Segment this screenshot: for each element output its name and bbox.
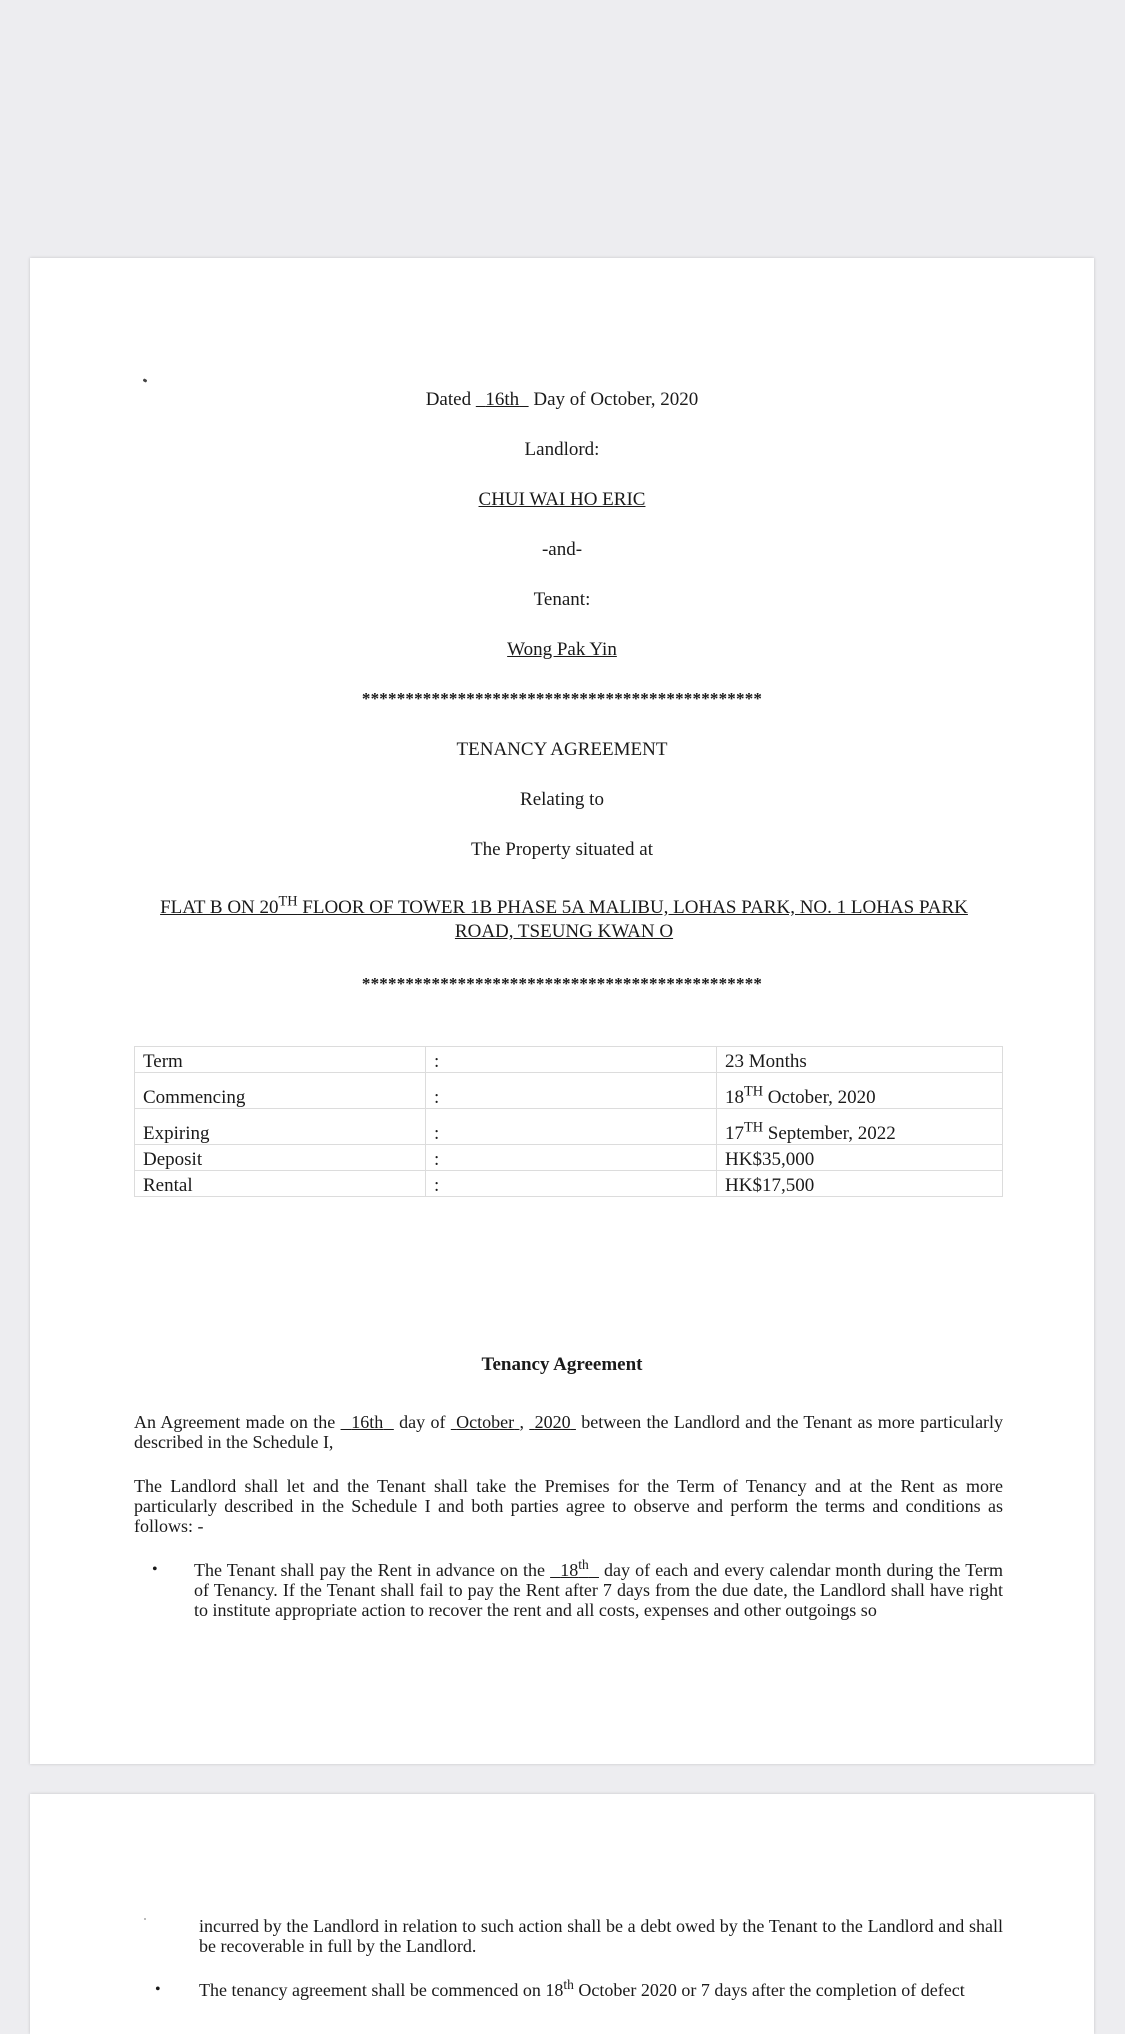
scan-speck: [144, 1918, 146, 1920]
and-separator: -and-: [541, 539, 583, 560]
property-situated: The Property situated at: [470, 839, 654, 860]
dated-day: 16th: [485, 389, 520, 410]
table-row: [135, 1145, 1003, 1171]
schedule-colon: :: [426, 1073, 717, 1109]
document-page-2: [30, 1794, 1094, 2034]
document-title: TENANCY AGREEMENT: [456, 739, 668, 760]
schedule-label: Rental: [135, 1171, 426, 1197]
tenant-name: Wong Pak Yin: [507, 639, 617, 660]
rent-payment-clause: • The Tenant shall pay the Rent in advance on the 18th day of each and every calendar month during the Term of Tenancy. If the Tenant shall fail to pay the Rent after 7 days from the due date, the Landlord shall have right to institute appropriate action to recover the rent and all costs, expenses and other outgoings so: [152, 1557, 1004, 1620]
schedule-label: Expiring: [135, 1109, 426, 1145]
schedule-label: Deposit: [135, 1145, 426, 1171]
bullet-icon: •: [155, 1981, 161, 1998]
schedule-value: 17TH September, 2022: [717, 1109, 1003, 1145]
schedule-label: Term: [135, 1047, 426, 1073]
table-row: [135, 1109, 1003, 1145]
schedule-colon: :: [426, 1171, 717, 1197]
schedule-colon: :: [426, 1109, 717, 1145]
landlord-label: Landlord:: [524, 439, 600, 460]
table-row: [135, 1073, 1003, 1109]
schedule-value: HK$35,000: [717, 1145, 1003, 1171]
agreement-intro-paragraph: An Agreement made on the 16th day of October , 2020 between the Landlord and the Tenant as more particularly described in the Schedule I,: [134, 1412, 1004, 1452]
landlord-name: CHUI WAI HO ERIC: [478, 489, 646, 510]
schedule-table: [134, 1046, 1003, 1197]
dated-suffix: Day of October, 2020: [528, 389, 699, 410]
property-address: FLAT B ON 20TH FLOOR OF TOWER 1B PHASE 5A MALIBU, LOHAS PARK, NO. 1 LOHAS PARK ROAD, TSEUNG KWAN O: [160, 893, 968, 942]
agreement-terms-paragraph: The Landlord shall let and the Tenant shall take the Premises for the Term of Tenancy and at the Rent as more particularly described in the Schedule I and both parties agree to observe and perform the terms and conditions as follows: -: [134, 1476, 1003, 1536]
stars-divider-top: **********************************************: [361, 689, 763, 708]
dated-line: [30, 389, 1094, 411]
schedule-colon: :: [426, 1047, 717, 1073]
agreement-title: Tenancy Agreement: [481, 1354, 643, 1375]
schedule-label: Commencing: [135, 1073, 426, 1109]
rent-clause-continuation: incurred by the Landlord in relation to such action shall be a debt owed by the Tenant to the Landlord and shall be recoverable in full by the Landlord.: [199, 1916, 1003, 1956]
bullet-icon: •: [152, 1561, 158, 1578]
tenant-label: Tenant:: [533, 589, 591, 610]
schedule-value: HK$17,500: [717, 1171, 1003, 1197]
schedule-value: 18TH October, 2020: [717, 1073, 1003, 1109]
dated-prefix: Dated: [425, 389, 476, 410]
stars-divider-bottom: **********************************************: [361, 974, 763, 993]
relating-to: Relating to: [520, 789, 604, 810]
document-page-1: [30, 258, 1094, 1764]
commencement-clause: • The tenancy agreement shall be commenced on 18th October 2020 or 7 days after the completion of defect: [155, 1977, 965, 2000]
table-row: [135, 1047, 1003, 1073]
table-row: [135, 1171, 1003, 1197]
scan-speck: [143, 378, 148, 383]
schedule-value: 23 Months: [717, 1047, 1003, 1073]
schedule-colon: :: [426, 1145, 717, 1171]
